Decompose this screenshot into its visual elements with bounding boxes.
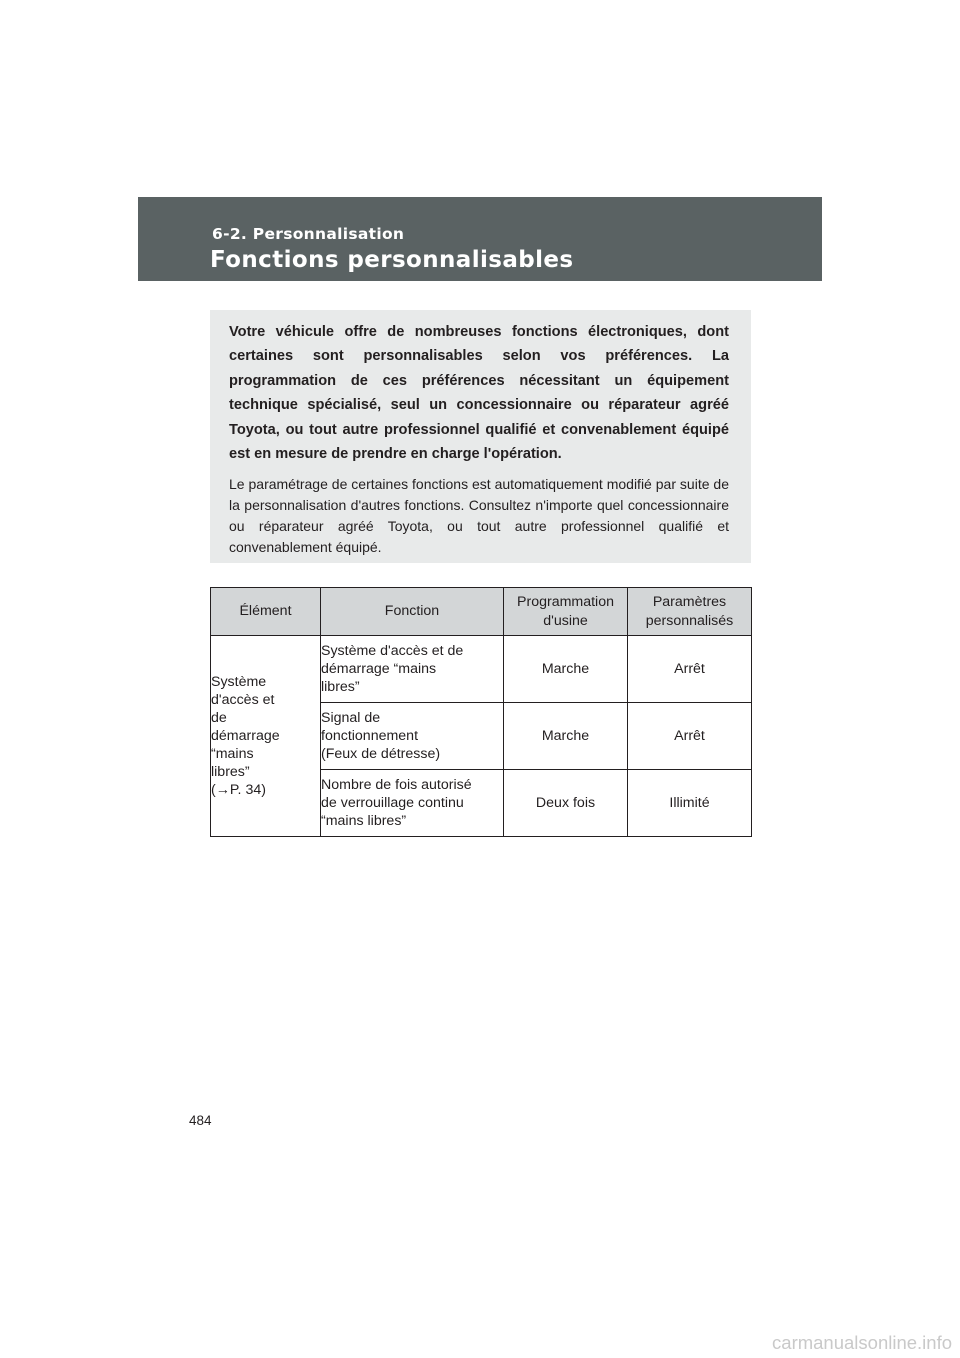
element-line: démarrage [211,728,280,744]
function-line: fonctionnement [321,728,419,744]
factory-setting-cell: Deux fois [504,770,628,837]
table-row [211,636,752,703]
function-line: démarrage “mains [321,661,437,677]
table-header-row [211,588,752,636]
element-cell [211,636,321,837]
element-line: d'accès et [211,692,275,708]
function-cell [321,703,504,770]
intro-box [210,310,751,563]
function-line: de verrouillage continu [321,795,464,811]
header-factory-line1: Programmation [517,593,614,610]
page-title: Fonctions personnalisables [210,247,574,273]
page-number: 484 [189,1113,212,1128]
intro-note-paragraph: Le paramétrage de certaines fonctions est automatiquement modifié par suite de la personnalisation d'autres fonctions. Consultez n'importe quel concessionnaire ou réparateur agréé Toyota, ou tout autre professionnel qualifié et convenablement équipé. [229,476,729,555]
arrow-right-icon: → [215,782,230,798]
factory-setting-cell: Marche [504,636,628,703]
function-line: (Feux de détresse) [321,746,441,762]
custom-setting-cell: Illimité [628,770,752,837]
header-factory-setting [504,588,628,636]
intro-bold-paragraph: Votre véhicule offre de nombreuses fonctions électroniques, dont certaines sont personnalisables selon vos préférences. La programmation de ces préférences nécessitant un équipement technique spécialisé, seul un concessionnaire ou réparateur agréé Toyota, ou tout autre professionnel qualifié et convenablement équipé est en mesure de prendre en charge l'opération. [229,324,729,463]
header-custom-setting [628,588,752,636]
header-element: Élément [211,588,321,636]
header-custom-line1: Paramètres [652,593,727,610]
section-header-bar [138,197,822,281]
factory-setting-cell: Marche [504,703,628,770]
element-line: “mains [211,746,254,762]
page-reference-text: P. 34 [229,782,262,798]
custom-features-table [210,587,752,837]
function-cell [321,636,504,703]
header-custom-line2: personnalisés [645,612,734,629]
header-function: Fonction [321,588,504,636]
function-line: Système d'accès et de [321,643,464,659]
function-line: Signal de [321,710,381,726]
section-label: 6-2. Personnalisation [212,225,405,243]
function-line: Nombre de fois autorisé [321,777,472,793]
header-factory-line2: d'usine [543,612,588,629]
custom-setting-cell: Arrêt [628,636,752,703]
element-line: libres” [211,764,250,780]
element-line: Système [211,674,267,690]
element-line: de [211,710,227,726]
page-reference[interactable]: (→P. 34) [211,782,266,798]
function-line: “mains libres” [321,813,407,829]
watermark: carmanualsonline.info [772,1332,952,1353]
function-cell [321,770,504,837]
function-line: libres” [321,679,360,695]
custom-setting-cell: Arrêt [628,703,752,770]
